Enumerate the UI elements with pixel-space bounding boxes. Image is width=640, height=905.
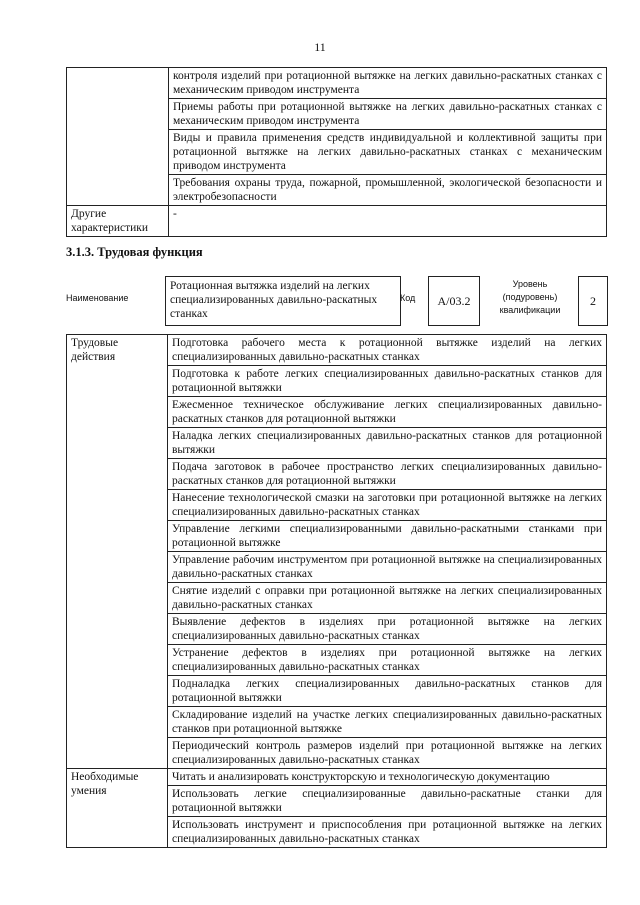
- labor-action: Управление легкими специализированными давильно-раскатными станками при ротационной вытяжке: [168, 521, 607, 552]
- required-skill: Читать и анализировать конструкторскую и технологическую документацию: [168, 769, 607, 786]
- labor-action: Управление рабочим инструментом при ротационной вытяжке на специализированных давильно-раскатных станках: [168, 552, 607, 583]
- knowledge-row: контроля изделий при ротационной вытяжке на легких давильно-раскатных станках с механическим приводом инструмента: [168, 68, 606, 99]
- name-label: Наименование: [66, 293, 129, 303]
- labor-action: Периодический контроль размеров изделий при ротационной вытяжке на легких специализированных давильно-раскатных станках: [168, 738, 607, 769]
- function-table: [66, 334, 607, 848]
- labor-action: Снятие изделий с оправки при ротационной вытяжке на легких специализированных давильно-раскатных станках: [168, 583, 607, 614]
- labor-action: Подналадка легких специализированных давильно-раскатных станков для ротационной вытяжки: [168, 676, 607, 707]
- labor-action: Подготовка к работе легких специализированных давильно-раскатных станков для ротационной вытяжки: [168, 366, 607, 397]
- knowledge-label-cell: [67, 68, 169, 206]
- labor-action: Подача заготовок в рабочее пространство легких специализированных давильно-раскатных станков для ротационной вытяжки: [168, 459, 607, 490]
- labor-action: Нанесение технологической смазки на заготовки при ротационной вытяжке на легких специализированных давильно-раскатных станках: [168, 490, 607, 521]
- function-header: [66, 276, 607, 328]
- labor-action: Наладка легких специализированных давильно-раскатных станков для ротационной вытяжки: [168, 428, 607, 459]
- knowledge-table: [66, 67, 607, 237]
- code-label: Код: [400, 293, 416, 303]
- function-code: А/03.2: [428, 276, 480, 326]
- other-characteristics-label: Другие характеристики: [67, 206, 169, 237]
- section-title: 3.1.3. Трудовая функция: [66, 245, 203, 259]
- knowledge-row: Требования охраны труда, пожарной, промышленной, экологической безопасности и электробезопасности: [168, 175, 606, 206]
- labor-action: Устранение дефектов в изделиях при ротационной вытяжке на легких специализированных давильно-раскатных станках: [168, 645, 607, 676]
- function-name: Ротационная вытяжка изделий на легких специализированных давильно-раскатных станках: [165, 276, 401, 326]
- labor-actions-label: Трудовые действия: [67, 335, 168, 769]
- page-number: 11: [314, 40, 326, 54]
- function-level: 2: [578, 276, 608, 326]
- required-skill: Использовать инструмент и приспособления при ротационной вытяжке на легких специализированных давильно-раскатных станках: [168, 817, 607, 848]
- knowledge-row: Приемы работы при ротационной вытяжке на легких давильно-раскатных станках с механическим приводом инструмента: [168, 99, 606, 130]
- labor-action: Выявление дефектов в изделиях при ротационной вытяжке на легких специализированных давильно-раскатных станках: [168, 614, 607, 645]
- other-characteristics-value: -: [168, 206, 606, 237]
- knowledge-row: Виды и правила применения средств индивидуальной и коллективной защиты при ротационной вытяжке на легких давильно-раскатных станках с механическим приводом инструмента: [168, 130, 606, 175]
- level-label: Уровень (подуровень) квалификации: [499, 279, 561, 315]
- labor-action: Ежесменное техническое обслуживание легких специализированных давильно-раскатных станков для ротационной вытяжки: [168, 397, 607, 428]
- labor-action: Складирование изделий на участке легких специализированных давильно-раскатных станков при ротационной вытяжке: [168, 707, 607, 738]
- required-skill: Использовать легкие специализированные давильно-раскатные станки для ротационной вытяжки: [168, 786, 607, 817]
- required-skills-label: Необходимые умения: [67, 769, 168, 848]
- labor-action: Подготовка рабочего места к ротационной вытяжке изделий на легких специализированных давильно-раскатных станках: [168, 335, 607, 366]
